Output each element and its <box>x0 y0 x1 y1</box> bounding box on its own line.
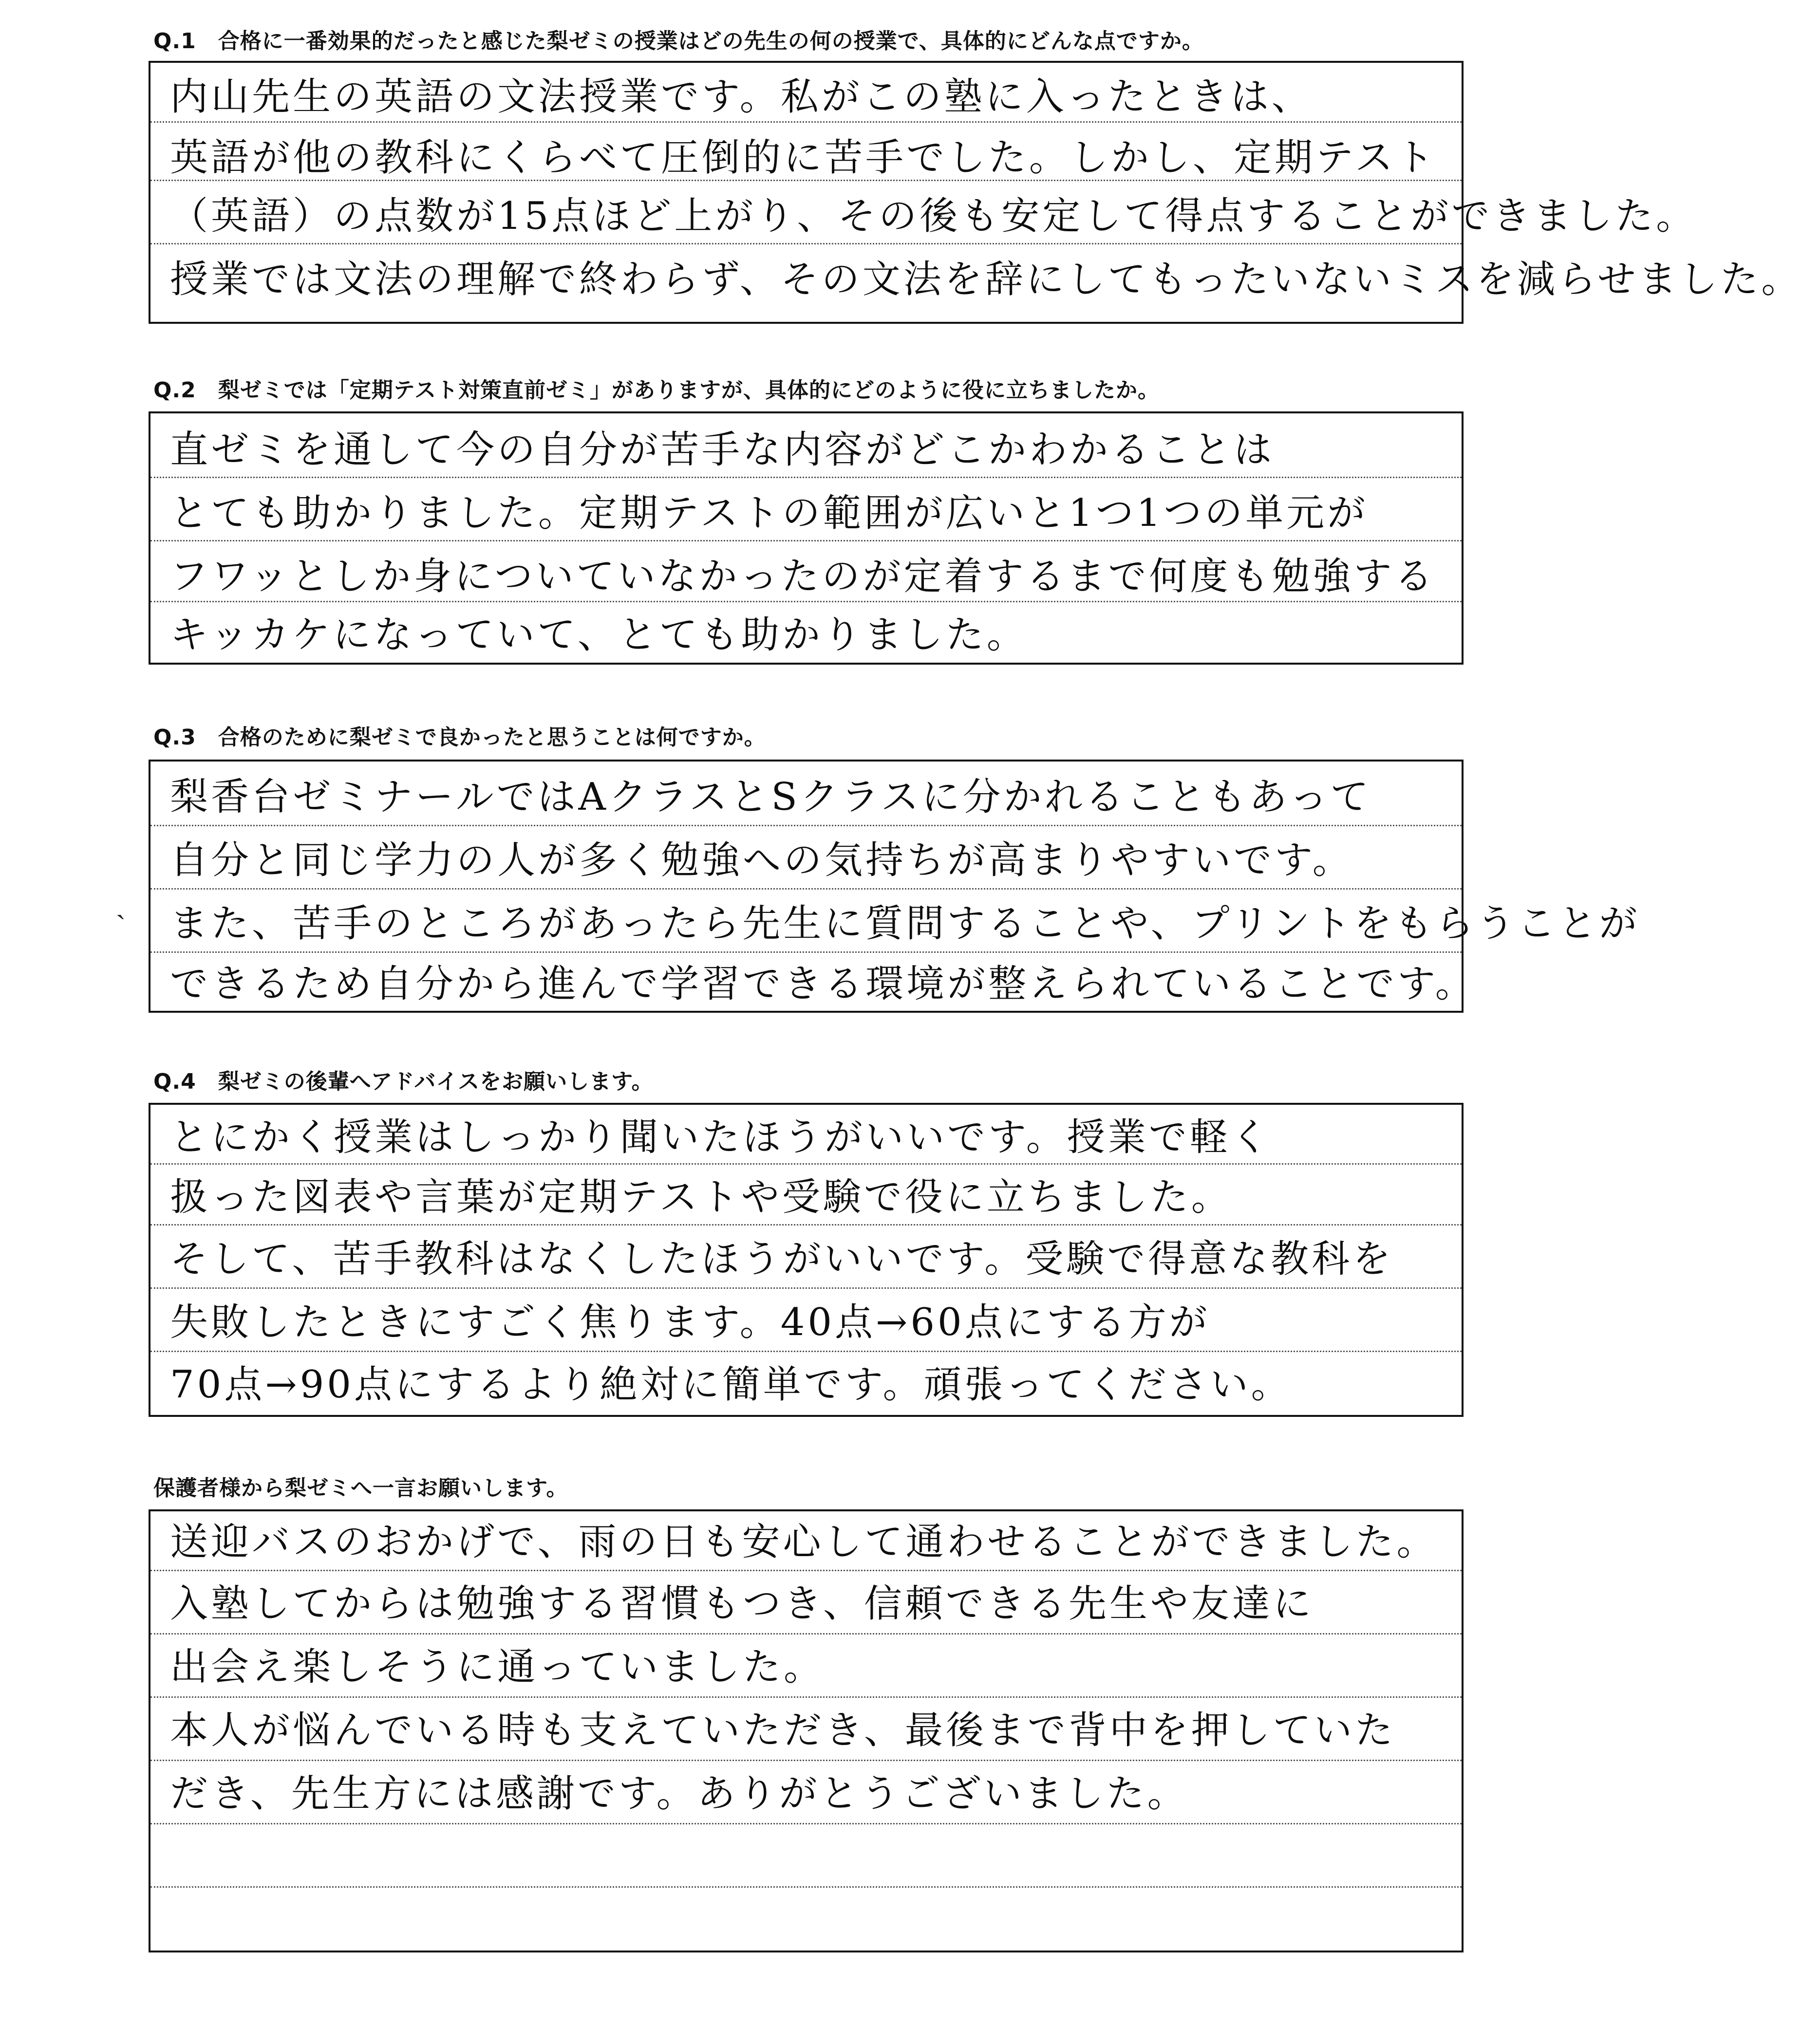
answer-line: また、苦手のところがあったら先生に質問することや、プリントをもらうことが <box>170 902 1640 946</box>
question-3-answer-box <box>149 760 1640 1013</box>
question-1-answer-box <box>149 61 1802 324</box>
parent-comment-label: 保護者様から梨ゼミへ一言お願いします。 <box>153 1476 568 1501</box>
answer-line: とても助かりました。定期テストの範囲が広いと1つ1つの単元が <box>170 491 1369 535</box>
answer-line: 梨香台ゼミナールではAクラスとSクラスに分かれることもあって <box>170 775 1371 819</box>
answer-rule <box>150 1287 1462 1289</box>
answer-line: とにかく授業はしっかり聞いたほうがいいです。授業で軽く <box>170 1115 1272 1159</box>
answer-line: 送迎バスのおかげで、雨の日も安心して通わせることができました。 <box>170 1520 1438 1564</box>
answer-line: そして、苦手教科はなくしたほうがいいです。受験で得意な教科を <box>170 1237 1394 1281</box>
answer-rule <box>150 1224 1462 1226</box>
answer-line: 英語が他の教科にくらべて圧倒的に苦手でした。しかし、定期テスト <box>170 136 1437 180</box>
answer-line: 出会え楽しそうに通っていました。 <box>170 1645 825 1689</box>
answer-line: 扱った図表や言葉が定期テストや受験で役に立ちました。 <box>170 1175 1232 1219</box>
answer-rule <box>150 1823 1462 1824</box>
answer-rule <box>150 477 1462 478</box>
answer-rule <box>150 1696 1462 1698</box>
stray-mark: ˎ <box>116 886 126 920</box>
answer-line: 70点→90点にするより絶対に簡単です。頑張ってください。 <box>170 1363 1292 1407</box>
parent-comment-box <box>149 1509 1464 1952</box>
answer-rule <box>150 825 1462 826</box>
answer-rule <box>150 243 1462 244</box>
answer-line: （英語）の点数が15点ほど上がり、その後も安定して得点することができました。 <box>170 194 1697 238</box>
question-4-label: Q.4 梨ゼミの後輩へアドバイスをお願いします。 <box>153 1069 654 1094</box>
answer-line: だき、先生方には感謝です。ありがとうございました。 <box>170 1772 1188 1816</box>
answer-rule <box>150 1886 1462 1888</box>
answer-rule <box>150 1760 1462 1761</box>
question-2-answer-box <box>149 411 1464 665</box>
answer-line: キッカケになっていて、とても助かりました。 <box>170 613 1028 657</box>
answer-line: できるため自分から進んで学習できる環境が整えられていることです。 <box>170 962 1476 1006</box>
answer-rule <box>150 1351 1462 1352</box>
answer-rule <box>150 888 1462 890</box>
answer-line: フワッとしか身についていなかったのが定着するまで何度も勉強する <box>170 555 1436 598</box>
question-3-label: Q.3 合格のために梨ゼミで良かったと思うことは何ですか。 <box>153 725 766 750</box>
answer-rule <box>150 1570 1462 1571</box>
answer-line: 授業では文法の理解で終わらず、その文法を辞にしてもったいないミスを減らせました。 <box>170 258 1802 301</box>
answer-line: 自分と同じ学力の人が多く勉強への気持ちが高まりやすいです。 <box>170 838 1353 882</box>
answer-line: 失敗したときにすごく焦ります。40点→60点にする方が <box>170 1301 1210 1344</box>
answer-line: 内山先生の英語の文法授業です。私がこの塾に入ったときは、 <box>170 75 1313 119</box>
question-2-label: Q.2 梨ゼミでは「定期テスト対策直前ゼミ」がありますが、具体的にどのように役に立ちましたか。 <box>153 378 1160 403</box>
question-1-label: Q.1 合格に一番効果的だったと感じた梨ゼミの授業はどの先生の何の授業で、具体的にどんな点ですか。 <box>153 29 1204 54</box>
answer-rule <box>150 1633 1462 1635</box>
answer-line: 入塾してからは勉強する習慣もつき、信頼できる先生や友達に <box>170 1582 1314 1626</box>
answer-line: 本人が悩んでいる時も支えていただき、最後まで背中を押していた <box>170 1709 1396 1752</box>
answer-rule <box>150 540 1462 541</box>
question-4-answer-box <box>149 1103 1464 1417</box>
answer-line: 直ゼミを通して今の自分が苦手な内容がどこかわかることは <box>170 428 1275 472</box>
answer-rule <box>150 951 1462 953</box>
